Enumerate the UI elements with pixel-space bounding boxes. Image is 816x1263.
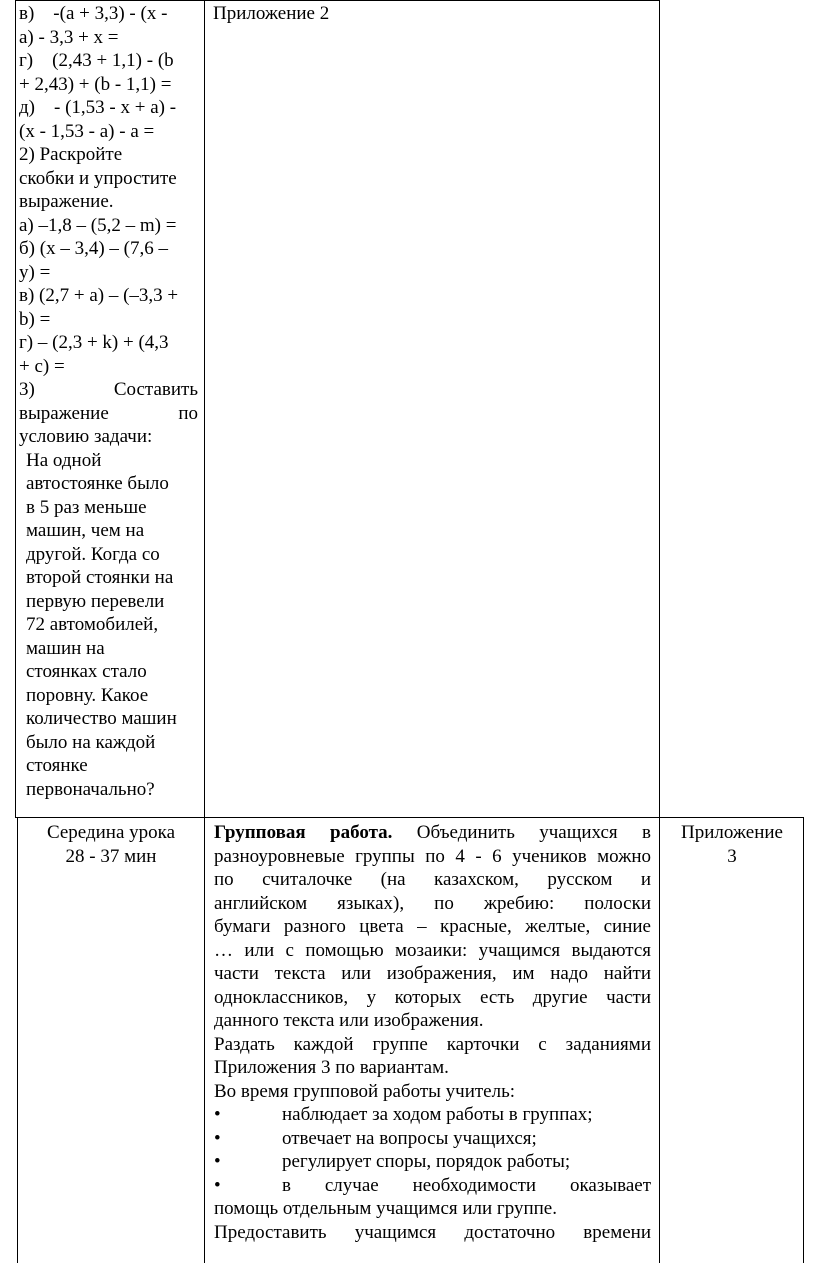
problem-line: второй стоянки на (26, 567, 174, 588)
problem-line: стоянках стало (26, 661, 147, 682)
problem-line: стоянке (26, 755, 88, 776)
task3-line: условию задачи: (19, 426, 153, 447)
bullet-item (214, 1174, 651, 1198)
group-work-line: одноклассников, у которых есть другие части (214, 986, 651, 1008)
group-work-line: бумаги разного цвета – красные, желтые, синие (214, 916, 651, 937)
group-work-heading: Групповая работа. (214, 822, 393, 843)
table-border-right-bottom (803, 818, 804, 1263)
cards-line: Приложения 3 по вариантам. (214, 1057, 449, 1078)
word-problem (19, 449, 198, 802)
resource-cell (662, 821, 802, 868)
table-border-left-bottom (17, 818, 18, 1263)
task3-line: выражение по (19, 402, 198, 424)
group-work-line: данного текста или изображения. (214, 1010, 484, 1031)
bullet-icon: • (214, 1174, 221, 1196)
bullet-icon: • (214, 1104, 221, 1125)
group-work-line: английском языках), по жребию: полоски (214, 892, 651, 914)
exercise-line: скобки и упростите (19, 167, 177, 189)
exercise-line: + 2,43) + (b - 1,1) = (19, 73, 172, 95)
problem-line: автостоянке было (26, 473, 169, 494)
problem-line: было на каждой (26, 731, 156, 753)
exercise-cell (19, 2, 198, 801)
cards-line: Раздать каждой группе карточки с заданиями (214, 1033, 651, 1055)
bullet-item (214, 1127, 651, 1151)
group-work-text: Объединить учащихся в (416, 822, 651, 843)
problem-line: другой. Когда со (26, 543, 160, 565)
exercise-line: д) - (1,53 - x + a) - (19, 97, 177, 118)
group-work-cell (214, 821, 651, 1244)
table-row-divider (15, 817, 804, 818)
bullet-text: отвечает на вопросы учащихся; (282, 1127, 537, 1149)
table-border-col1 (204, 0, 205, 1263)
exercise-line: b) = (19, 308, 51, 330)
group-work-line: разноуровневые группы по 4 - 6 учеников можно (214, 845, 651, 867)
exercise-line: г) – (2,3 + k) + (4,3 (19, 332, 169, 353)
problem-line: в 5 раз меньше (26, 496, 147, 518)
problem-line: машин, чем на (26, 520, 145, 541)
exercise-line: a) - 3,3 + x = (19, 26, 119, 48)
bullet-icon: • (214, 1127, 221, 1149)
problem-line: первоначально? (26, 778, 155, 800)
bullet-text: в случае необходимости оказывает (282, 1174, 651, 1196)
problem-line: На одной (26, 449, 102, 471)
bullet-item (214, 1150, 651, 1174)
exercise-line: в) (2,7 + а) – (–3,3 + (19, 285, 179, 306)
bullet-icon: • (214, 1151, 221, 1172)
stage-title: Середина урока (46, 822, 176, 843)
teacher-intro: Во время групповой работы учитель: (214, 1080, 516, 1102)
exercise-line: (x - 1,53 - a) - a = (19, 120, 155, 142)
table-border-left-top (15, 0, 16, 818)
stage-time: 28 - 37 мин (65, 845, 157, 867)
group-work-line: части текста или изображения, им надо найти (214, 963, 651, 984)
exercise-line: 2) Раскройте (19, 144, 123, 165)
problem-line: машин на (26, 637, 105, 659)
problem-line: 72 автомобилей, (26, 614, 159, 635)
exercise-line: выражение. (19, 191, 114, 212)
group-work-first-line (214, 821, 651, 845)
bullet-item (214, 1103, 651, 1127)
exercise-line: г) (2,43 + 1,1) - (b (19, 50, 174, 71)
appendix-2-label: Приложение 2 (213, 3, 330, 24)
appendix-3-label: Приложение (681, 822, 783, 843)
exercise-line: б) (х – 3,4) – (7,6 – (19, 238, 168, 259)
time-line: Предоставить учащимся достаточно времени (214, 1221, 651, 1243)
exercise-line: а) –1,8 – (5,2 – m) = (19, 214, 177, 236)
table-border-top (15, 0, 660, 1)
appendix-cell (213, 2, 653, 26)
problem-line: первую перевели (26, 590, 165, 612)
bullet-text: наблюдает за ходом работы в группах; (282, 1104, 593, 1125)
bullet-text-continuation: помощь отдельным учащимся или группе. (214, 1198, 557, 1219)
exercise-line: у) = (19, 261, 51, 283)
bullet-text: регулирует споры, порядок работы; (282, 1151, 571, 1172)
group-work-line: … или с помощью мозаики: учащимся выдаются (214, 939, 651, 961)
problem-line: поровну. Какое (26, 684, 149, 706)
task3-line: 3) Составить (19, 379, 198, 400)
problem-line: количество машин (26, 708, 177, 729)
table-border-col2 (659, 0, 660, 1263)
appendix-3-number: 3 (727, 845, 737, 867)
stage-cell (18, 821, 204, 868)
exercise-line: в) -(a + 3,3) - (x - (19, 3, 168, 24)
group-work-line: по считалочке (на казахском, русском и (214, 869, 651, 890)
exercise-line: + с) = (19, 355, 65, 377)
